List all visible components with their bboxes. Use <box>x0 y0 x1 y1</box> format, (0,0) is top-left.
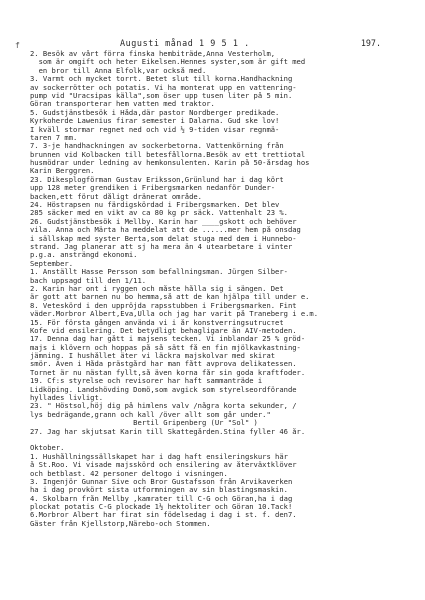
text-line: jämning. I hushållet äter vi läckra majskolvar med skirat <box>30 352 276 361</box>
text-line: Oktober. <box>30 444 65 453</box>
text-line: en bror till Anna Elfolk,var också med. <box>30 66 207 75</box>
text-line: bach uppsagd till den 1/11. <box>30 276 147 285</box>
text-line: majs i klövern och hoppas på så sätt få en fin mjölkavkastning- <box>30 343 301 352</box>
text-line: 6.Morbror Albert har firat sin födelsedag i dag i st. f. den7. <box>30 511 297 520</box>
text-line: p.g.a. ansträngd ekonomi. <box>30 251 138 260</box>
text-line <box>30 436 407 444</box>
text-line: hyllades livligt. <box>30 394 104 403</box>
text-line: 3. Ingenjör Gunnar Sive och Bror Gustafsson från Arvikaverken <box>30 477 293 486</box>
text-line: 2. Karin har ont i ryggen och måste hållа sig i sängen. Det <box>30 284 284 293</box>
text-line: och betblast. 42 personer deltogo i visningen. <box>30 469 228 478</box>
page-header <box>30 38 407 50</box>
text-line: 7. 3-je handhackningen av sockerbetorna. Vattenkörning från <box>30 142 284 151</box>
text-line: Kyrkoherde Lawenius firar semester i Dalarna. Gud ske lov! <box>30 117 280 126</box>
text-line: taren 7 mm. <box>30 133 78 142</box>
text-line: 5. Gudstjänstbesök i Håda,där pastor Nordberger predikade. <box>30 108 280 117</box>
text-line: som är omgift och heter Eikelsen.Hennes syster,som är gift med <box>30 58 306 67</box>
text-line: pump vid "Uracsipas källa",som öser upp tusen liter på 5 min. <box>30 91 293 100</box>
text-line: Karin Berggren. <box>30 167 95 176</box>
corner-mark: f <box>15 41 20 50</box>
text-line: I kväll stormar regnet ned och vid ½ 9-tiden visar regnmä- <box>30 125 280 134</box>
text-line: 3. Varmt och mycket torrt. Betet slut till korna.Handhackning <box>30 75 293 84</box>
text-line: väder.Morbror Albert,Eva,Ulla och jag har varit på Traneberg i e.m. <box>30 310 319 319</box>
text-line: 23. " Höstsol,höj dig på himlens valv /några korta sekunder, / <box>30 402 297 411</box>
text-line: ha i dag provkört sista utformningen av sin blastingsmaskin. <box>30 486 288 495</box>
text-line: upp 128 meter grendiken i Fribergsmarken nedanför Dunder- <box>30 184 276 193</box>
text-line: 17. Denna dag har gått i majsens tecken. Vi inblandar 25 % gröd- <box>30 335 306 344</box>
text-line: är gott att barnen nu bo hemma,så att de kan hjälpa till under e. <box>30 293 310 302</box>
text-line: å St.Roo. Vi visade majsskörd och ensilering av återväxtklöver <box>30 461 297 470</box>
text-line: Bertil Gripenberg (Ur "Sol" ) <box>30 419 258 428</box>
text-line: September. <box>30 259 73 268</box>
text-line: 15. För första gången använda vi i år konstvеrringsutruстet <box>30 318 284 327</box>
diary-text <box>30 50 407 528</box>
text-line: 23. Dikesplogförman Gustav Eriksson,Grünlund har i dag kört <box>30 175 284 184</box>
text-line: Lidköping. Landshövding Domö,som avgick som styrelseordförande <box>30 385 297 394</box>
text-line: Tornet är nu nästan fyllt,så även korna får sin goda kraftfoder. <box>30 368 306 377</box>
page-number: 197. <box>360 38 381 48</box>
text-line: strand. Jag planerar att sj ha mera än 4 utearbetare i vinter <box>30 242 293 251</box>
text-line: 26. Gudstjänstbesök i Mellby. Karin har ____gskott och behöver <box>30 217 297 226</box>
text-line: lys bedrägande,grann och kall /över allt som går under." <box>30 410 271 419</box>
text-line: brunnen vid Kolbacken till betesfållorna.Besök av ett trettiotal <box>30 150 306 159</box>
text-line: backen,ett förut dåligt dränerat område. <box>30 192 202 201</box>
text-line: 1. Anställt Hasse Persson som befallningsman. Jürgen Silber- <box>30 268 288 277</box>
text-line: Gäster från Kjellstorp,Närebo-och Stommen. <box>30 519 211 528</box>
text-line: smör. Även i Håda prästgård har man fått avprova delikatessen. <box>30 360 297 369</box>
text-line: Göran transporterar hem vatten med traktor. <box>30 100 215 109</box>
text-line: 8. Veteskörd i den uppröjda rapsstubben i Fribergsmarken. Fint <box>30 301 297 310</box>
text-line: i sällskap med syster Berta,som delat stuga med dem i Hunnebo- <box>30 234 297 243</box>
text-line: plockat potatis C-G plockade 1½ hektoliter och Göran 10.Tack! <box>30 503 293 512</box>
text-line: av sockerrötter och potatis. Vi ha monterat upp en vattenring- <box>30 83 297 92</box>
text-line: 4. Skolbarn från Mellby ,kamrater till C-G och Göran,ha i dag <box>30 494 293 503</box>
text-line: 24. Höstrapsen nu färdigskördad i Fribergsmarken. Det blev <box>30 201 280 210</box>
text-line: 2. Besök av vårt förra finska hembiträde,Anna Vesterholm, <box>30 50 276 58</box>
text-line: Kofe vid ensilering. Det betydligt behagligare än AIV-metoden. <box>30 326 297 335</box>
text-line: 19. Cf:s styrelse och revisorer har haft sammanträde i <box>30 377 263 386</box>
text-line: husmödrar under ledning av hemkonsulenten. Karin på 50-årsdag hos <box>30 159 310 168</box>
text-line: 285 säcker med en vikt av ca 80 kg pr säck. Vattenhalt 23 %. <box>30 209 288 218</box>
page-title: Augusti månad 1 9 5 1 . <box>120 38 250 48</box>
text-line: vila. Anna och Märta ha meddelat att de ......mer hem på onsdag <box>30 226 301 235</box>
text-line: 1. Hushållningssällskapet har i dag haft ensileringskurs här <box>30 452 288 461</box>
text-line: 27. Jag har skjutsat Karin till Skattegården.Stina fyller 46 år. <box>30 427 306 436</box>
